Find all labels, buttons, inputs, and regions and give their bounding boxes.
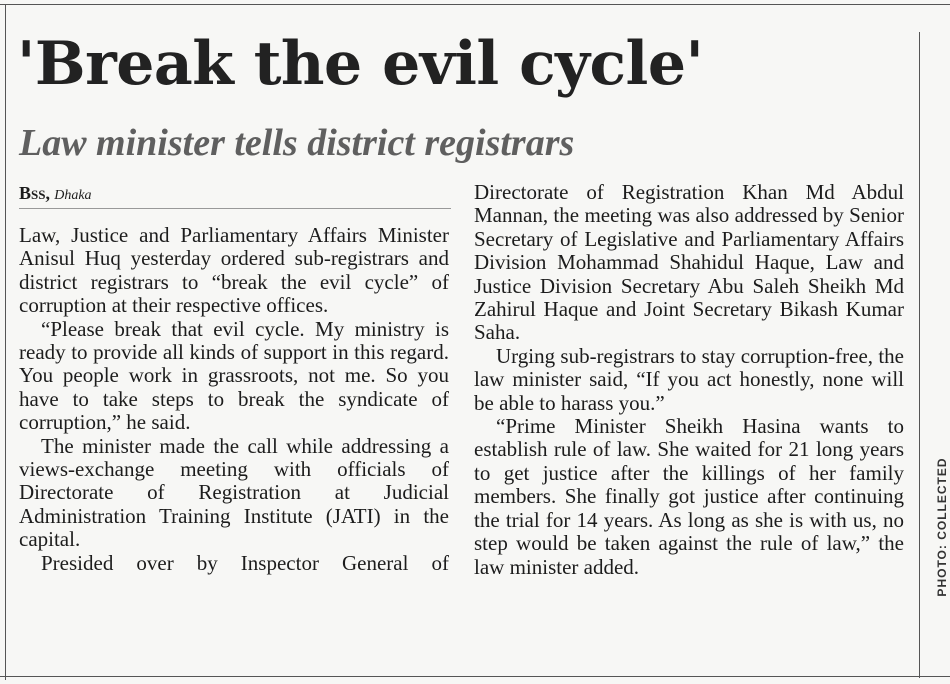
paragraph: “Prime Minister Sheikh Hasina wants to establish rule of law. She waited for 21 long years to get justice after the killings of her family members. She finally got justice after continuing the trial for 14 years. As long as she is with us, no step would be taken against the rule of law,” the law minister added. (474, 414, 904, 579)
byline-location: Dhaka (54, 188, 92, 203)
byline (19, 181, 92, 208)
left-border (5, 4, 6, 680)
top-border (0, 4, 950, 5)
photo-credit-text: PHOTO: COLLECTED (935, 457, 949, 597)
byline-agency: Bss, (19, 183, 50, 203)
article-column-2 (474, 181, 904, 579)
headline: 'Break the evil cycle' (17, 29, 704, 99)
subheadline: Law minister tells district registrars (19, 122, 575, 164)
byline-divider (19, 208, 451, 209)
article-column-1 (19, 224, 449, 575)
paragraph: Directorate of Registration Khan Md Abdul Mannan, the meeting was also addressed by Senior Secretary of Legislative and Parliamentary Affairs Division Mohammad Shahidul Haque, Law and Justice Division Secretary Abu Saleh Sheikh Md Zahirul Haque and Joint Secretary Bikash Kumar Saha. (474, 180, 904, 345)
right-border (919, 32, 920, 678)
paragraph: Law, Justice and Parliamentary Affairs Minister Anisul Huq yesterday ordered sub-registrars and district registrars to “break the evil cycle” of corruption at their respective offices. (19, 223, 449, 318)
paragraph: The minister made the call while addressing a views-exchange meeting with officials of Directorate of Registration at Judicial Administration Training Institute (JATI) in the capital. (19, 433, 449, 552)
photo-credit (934, 420, 950, 684)
paragraph: Presided over by Inspector General of (41, 550, 449, 575)
paragraph: “Please break that evil cycle. My ministry is ready to provide all kinds of support in this regard. You people work in grassroots, not me. So you have to take steps to break the syndicate of corruption,” he said. (19, 316, 449, 435)
bottom-border (0, 676, 950, 677)
paragraph: Urging sub-registrars to stay corruption-free, the law minister said, “If you act honestly, none will be able to harass you.” (474, 343, 904, 415)
